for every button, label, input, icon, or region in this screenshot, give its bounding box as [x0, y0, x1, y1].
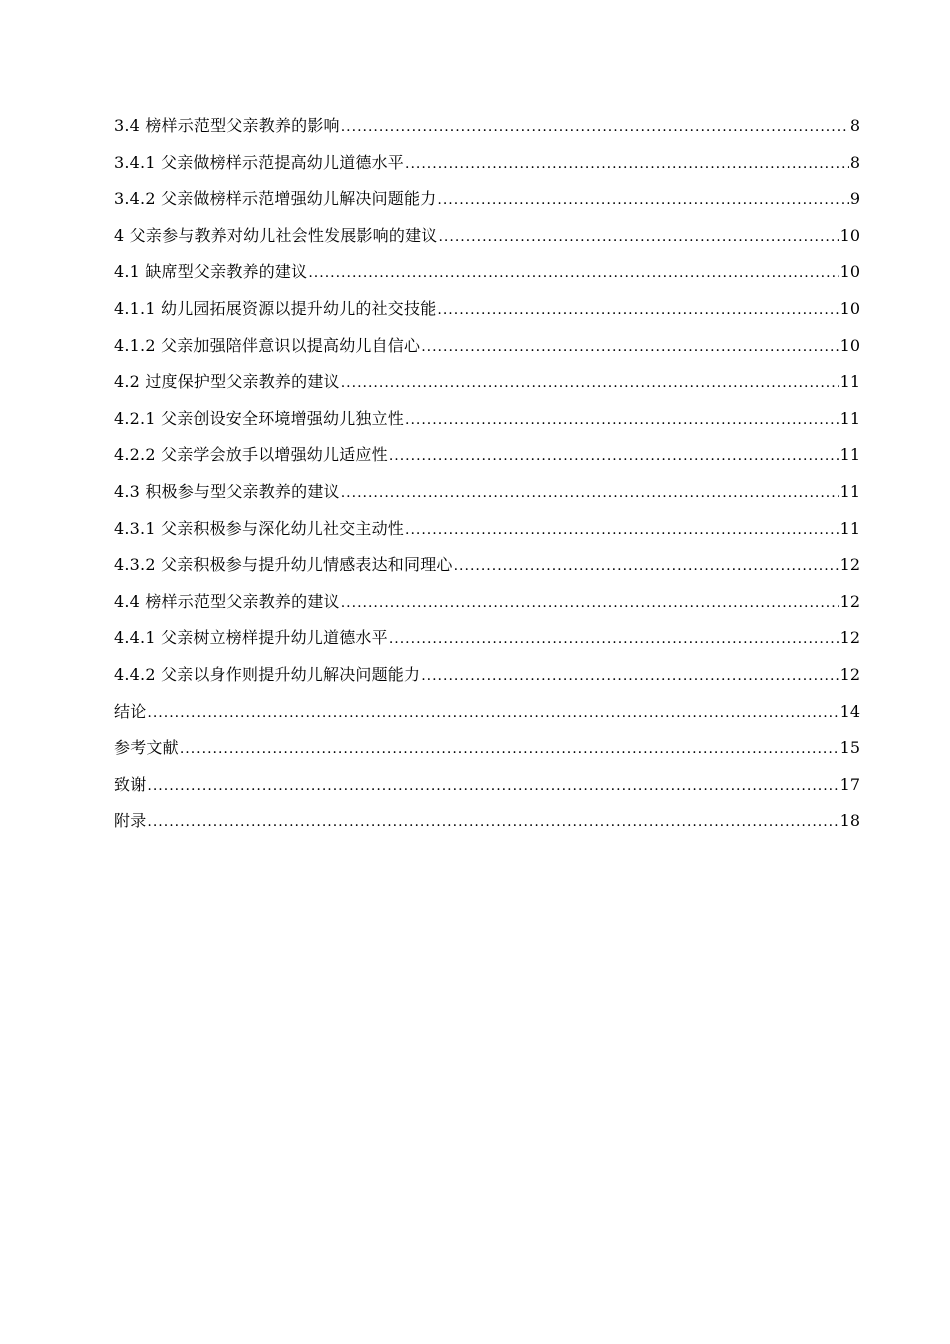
- toc-dot-leader: [437, 182, 848, 219]
- toc-entry[interactable]: [114, 218, 860, 255]
- toc-dot-leader: [308, 255, 838, 292]
- toc-entry[interactable]: [114, 401, 860, 438]
- toc-entry-page: 12: [839, 628, 860, 648]
- toc-dot-leader: [341, 365, 839, 402]
- toc-entry-title: 4.4 榜样示范型父亲教养的建议: [114, 591, 340, 611]
- toc-dot-leader: [454, 548, 839, 585]
- toc-entry-page: 8: [849, 116, 860, 135]
- toc-dot-leader: [147, 768, 838, 805]
- toc-entry-title: 4.1 缺席型父亲教养的建议: [114, 262, 308, 282]
- toc-entry[interactable]: [114, 657, 860, 694]
- toc-entry[interactable]: [114, 291, 860, 328]
- toc-dot-leader: [421, 329, 838, 366]
- toc-entry-title: 3.4.2 父亲做榜样示范增强幼儿解决问题能力: [114, 189, 437, 209]
- toc-entry-page: 14: [839, 701, 860, 721]
- toc-dot-leader: [341, 475, 839, 512]
- toc-entry[interactable]: [114, 767, 860, 804]
- toc-entry-page: 11: [839, 445, 860, 465]
- toc-dot-leader: [147, 804, 838, 841]
- toc-dot-leader: [341, 585, 839, 622]
- toc-entry-title: 4.3 积极参与型父亲教养的建议: [114, 481, 340, 501]
- toc-entry[interactable]: [114, 474, 860, 511]
- toc-dot-leader: [147, 695, 838, 732]
- toc-dot-leader: [421, 658, 838, 695]
- toc-dot-leader: [389, 621, 839, 658]
- toc-entry[interactable]: [114, 803, 860, 840]
- toc-entry-title: 4.2.1 父亲创设安全环境增强幼儿独立性: [114, 408, 404, 428]
- toc-entry[interactable]: [114, 584, 860, 621]
- toc-entry[interactable]: [114, 437, 860, 474]
- toc-dot-leader: [180, 731, 839, 768]
- toc-entry-page: 12: [839, 664, 860, 684]
- toc-entry-title: 致谢: [114, 774, 147, 794]
- toc-entry[interactable]: [114, 364, 860, 401]
- toc-entry-page: 11: [839, 481, 860, 501]
- table-of-contents: [114, 108, 860, 840]
- toc-entry-title: 附录: [114, 811, 147, 831]
- toc-entry-page: 12: [839, 591, 860, 611]
- toc-entry-title: 4.3.1 父亲积极参与深化幼儿社交主动性: [114, 518, 404, 538]
- toc-entry[interactable]: [114, 511, 860, 548]
- toc-entry-page: 10: [839, 262, 860, 282]
- toc-dot-leader: [389, 438, 839, 475]
- toc-entry[interactable]: [114, 181, 860, 218]
- toc-entry[interactable]: [114, 547, 860, 584]
- toc-entry-page: 8: [849, 152, 860, 172]
- toc-entry-page: 10: [839, 225, 860, 245]
- toc-entry[interactable]: [114, 730, 860, 767]
- toc-entry-title: 4.4.2 父亲以身作则提升幼儿解决问题能力: [114, 664, 421, 684]
- toc-entry-title: 4 父亲参与教养对幼儿社会性发展影响的建议: [114, 225, 438, 245]
- toc-dot-leader: [405, 146, 849, 183]
- toc-entry-page: 11: [839, 408, 860, 428]
- toc-entry-page: 10: [839, 298, 860, 318]
- toc-dot-leader: [438, 219, 838, 256]
- toc-entry-title: 4.3.2 父亲积极参与提升幼儿情感表达和同理心: [114, 555, 453, 575]
- toc-entry-title: 4.1.1 幼儿园拓展资源以提升幼儿的社交技能: [114, 298, 437, 318]
- toc-dot-leader: [405, 512, 839, 549]
- toc-dot-leader: [405, 402, 839, 439]
- toc-entry-page: 11: [839, 518, 860, 538]
- toc-entry-title: 4.4.1 父亲树立榜样提升幼儿道德水平: [114, 628, 388, 648]
- toc-entry-title: 参考文献: [114, 738, 179, 758]
- toc-entry-page: 10: [839, 335, 860, 355]
- toc-entry-title: 结论: [114, 701, 147, 721]
- toc-entry-page: 15: [839, 738, 860, 758]
- toc-entry-title: 4.2 过度保护型父亲教养的建议: [114, 372, 340, 392]
- toc-entry-page: 9: [849, 189, 860, 209]
- toc-entry[interactable]: [114, 254, 860, 291]
- toc-entry-page: 18: [839, 811, 860, 831]
- toc-entry-title: 3.4 榜样示范型父亲教养的影响: [114, 116, 340, 135]
- toc-entry-page: 11: [839, 372, 860, 392]
- toc-entry-title: 4.2.2 父亲学会放手以增强幼儿适应性: [114, 445, 388, 465]
- toc-entry[interactable]: [114, 328, 860, 365]
- toc-entry-title: 3.4.1 父亲做榜样示范提高幼儿道德水平: [114, 152, 404, 172]
- toc-dot-leader: [437, 292, 838, 329]
- toc-entry[interactable]: [114, 108, 860, 145]
- toc-entry[interactable]: [114, 620, 860, 657]
- toc-entry[interactable]: [114, 694, 860, 731]
- toc-dot-leader: [341, 109, 849, 146]
- toc-entry-title: 4.1.2 父亲加强陪伴意识以提高幼儿自信心: [114, 335, 421, 355]
- toc-entry-page: 12: [839, 555, 860, 575]
- toc-entry-page: 17: [839, 774, 860, 794]
- toc-entry[interactable]: [114, 145, 860, 182]
